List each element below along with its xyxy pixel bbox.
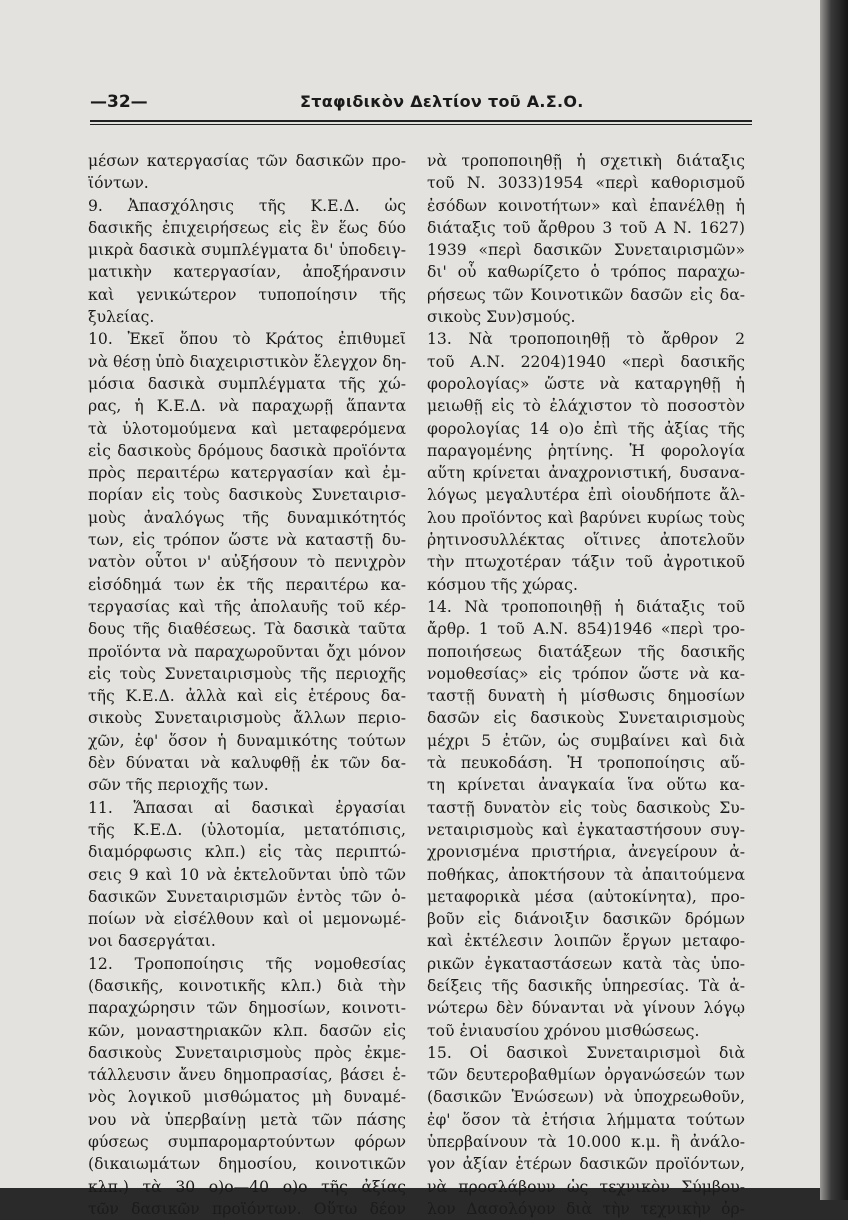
text-line: φορολογίας» ὥστε νὰ καταργηθῇ ἡ xyxy=(427,374,745,393)
text-line: προϊόντα νὰ παραχωροῦνται ὄχι μόνον xyxy=(88,642,406,661)
text-line: νοι δασεργάται. xyxy=(88,932,216,951)
text-line: ρικῶν ἐγκαταστάσεων κατὰ τὰς ὑπο- xyxy=(427,954,745,973)
text-line: 10. Ἐκεῖ ὅπου τὸ Κράτος ἐπιθυμεῖ xyxy=(88,330,406,349)
text-line: ϊόντων. xyxy=(88,174,149,193)
text-line: νου νὰ ὑπερβαίνῃ μετὰ τῶν πάσης xyxy=(88,1110,406,1129)
text-line: (δασικῆς, κοινοτικῆς κλπ.) διὰ τὴν xyxy=(88,976,406,995)
text-line: δους τῆς διαθέσεως. Τὰ δασικὰ ταῦτα xyxy=(88,620,406,639)
text-line: σικοὺς Συνεταιρισμοὺς ἄλλων περιο- xyxy=(88,709,406,728)
text-line: μέσων κατεργασίας τῶν δασικῶν προ- xyxy=(88,152,406,170)
text-line: μεταφορικὰ μέσα (αὐτοκίνητα), προ- xyxy=(427,887,745,906)
text-line: 11. Ἅπασαι αἱ δασικαὶ ἐργασίαι xyxy=(88,798,406,817)
text-line: ταστῇ δυνατὴ ἡ μίσθωσις δημοσίων xyxy=(427,687,745,706)
text-line: τη κρίνεται ἀναγκαία ἵνα οὕτω κα- xyxy=(427,776,745,795)
text-line: δασικῶν Συνεταιρισμῶν ἐντὸς τῶν ὁ- xyxy=(88,887,406,906)
header-rule-thin xyxy=(90,124,752,125)
text-line: κόσμου τῆς χώρας. xyxy=(427,575,578,594)
text-line: τοῦ Ν. 3033)1954 «περὶ καθορισμοῦ xyxy=(427,174,745,193)
text-line: μικρὰ δασικὰ συμπλέγματα δι' ὑποδειγ- xyxy=(88,241,406,260)
text-line: σικοὺς Συν)σμούς. xyxy=(427,308,576,327)
text-line: τεργασίας καὶ τῆς ἀπολαυῆς τοῦ κέρ- xyxy=(88,597,406,616)
text-line: γον ἀξίαν ἑτέρων δασικῶν προϊόντων, xyxy=(427,1155,745,1174)
text-line: διάταξις τοῦ ἄρθρου 3 τοῦ Α Ν. 1627) xyxy=(427,218,745,237)
text-line: νεταιρισμοὺς καὶ ἐγκαταστήσουν συγ- xyxy=(427,820,745,839)
text-line: ματικὴν κατεργασίαν, ἀποξήρανσιν xyxy=(88,263,406,282)
header-rule xyxy=(90,120,752,122)
text-line: φύσεως συμπαρομαρτούντων φόρων xyxy=(88,1133,406,1152)
text-line: 1939 «περὶ δασικῶν Συνεταιρισμῶν» xyxy=(427,241,745,260)
text-line: ξυλείας. xyxy=(88,308,155,327)
text-line: καὶ ἐκτέλεσιν λοιπῶν ἔργων μεταφο- xyxy=(427,932,745,951)
book-spine-shadow xyxy=(820,0,848,1200)
text-line: λόγως μεγαλυτέρα ἐπὶ οἱουδήποτε ἄλ- xyxy=(427,486,745,505)
text-line: μόσια δασικὰ συμπλέγματα τῆς χώ- xyxy=(88,374,406,393)
text-line: τοῦ Α.Ν. 2204)1940 «περὶ δασικῆς xyxy=(427,352,745,371)
text-line: τὰ πευκοδάση. Ἡ τροποποίησις αὕ- xyxy=(427,754,745,773)
text-line: τῆς Κ.Ε.Δ. (ὑλοτομία, μετατόπισις, xyxy=(88,820,406,839)
running-title: Σταφιδικὸν Δελτίον τοῦ Α.Σ.Ο. xyxy=(300,92,584,111)
text-line: παραχώρησιν τῶν δημοσίων, κοινοτι- xyxy=(88,999,406,1018)
text-line: νὰ θέσῃ ὑπὸ διαχειριστικὸν ἔλεγχον δη- xyxy=(88,352,407,371)
text-line: μειωθῇ εἰς τὸ ἐλάχιστον τὸ ποσοστὸν xyxy=(427,397,745,416)
text-line: νὸς λογικοῦ μισθώματος μὴ δυναμέ- xyxy=(88,1088,406,1107)
text-line: 15. Οἱ δασικοὶ Συνεταιρισμοὶ διὰ xyxy=(427,1043,745,1062)
text-line: ἄρθρ. 1 τοῦ Α.Ν. 854)1946 «περὶ τρο- xyxy=(427,620,745,639)
text-line: ποίων νὰ εἰσέλθουν καὶ οἱ μεμονωμέ- xyxy=(88,910,406,929)
text-line: ρήσεως τῶν Κοινοτικῶν δασῶν εἰς δα- xyxy=(427,285,745,304)
text-line: καὶ γενικώτερον τυποποίησιν τῆς xyxy=(88,285,406,304)
text-line: των, εἰς τρόπον ὥστε νὰ καταστῇ δυ- xyxy=(88,531,406,550)
text-line: κῶν, μοναστηριακῶν κλπ. δασῶν εἰς xyxy=(88,1021,406,1040)
text-line: τῶν δασικῶν προϊόντων. Οὕτω δέον xyxy=(88,1199,406,1218)
text-line: 14. Νὰ τροποποιηθῇ ἡ διάταξις τοῦ xyxy=(427,597,745,616)
text-line: εἰς δασικοὺς δρόμους δασικὰ προϊόντα xyxy=(88,441,406,460)
text-line: φορολογίας 14 ο)ο ἐπὶ τῆς ἀξίας τῆς xyxy=(427,419,745,438)
text-line: (δικαιωμάτων δημοσίου, κοινοτικῶν xyxy=(88,1155,406,1174)
text-line: δασῶν εἰς δασικοὺς Συνεταιρισμοὺς xyxy=(427,709,745,728)
text-line: δασικῆς ἐπιχειρήσεως εἰς ἓν ἕως δύο xyxy=(88,218,406,237)
left-column xyxy=(88,150,406,1220)
text-line: (δασικῶν Ἑνώσεων) νὰ ὑποχρεωθοῦν, xyxy=(427,1088,745,1107)
text-line: νώτερω δὲν δύνανται νὰ γίνουν λόγῳ xyxy=(427,999,745,1018)
right-column xyxy=(427,150,745,1220)
text-line: ἐφ' ὅσον τὰ ἐτήσια λήμματα τούτων xyxy=(427,1110,745,1129)
text-line: τὰ ὑλοτομούμενα καὶ μεταφερόμενα xyxy=(88,419,406,438)
text-line: ποθήκας, ἀποκτήσουν τὰ ἀπαιτούμενα xyxy=(427,865,745,884)
text-line: νὰ προσλάβουν ὡς τεχνικὸν Σύμβου- xyxy=(427,1177,745,1196)
text-line: βοῦν εἰς διάνοιξιν δασικῶν δρόμων xyxy=(427,910,745,929)
text-line: πρὸς περαιτέρω κατεργασίαν καὶ ἐμ- xyxy=(88,464,406,483)
text-line: λου προϊόντος καὶ βαρύνει κυρίως τοὺς xyxy=(427,508,745,527)
text-line: διαμόρφωσις κλπ.) εἰς τὰς περιπτώ- xyxy=(88,843,406,862)
text-line: τὴν πτωχοτέραν τάξιν τοῦ ἀγροτικοῦ xyxy=(427,553,745,572)
text-line: μέχρι 5 ἐτῶν, ὡς συμβαίνει καὶ διὰ xyxy=(427,731,745,750)
text-line: ἐσόδων κοινοτήτων» καὶ ἐπανέλθῃ ἡ xyxy=(427,196,745,215)
text-line: σεις 9 καὶ 10 νὰ ἐκτελοῦνται ὑπὸ τῶν xyxy=(88,865,406,884)
text-line: νὰ τροποποιηθῇ ἡ σχετικὴ διάταξις xyxy=(427,152,745,170)
text-line: κλπ.) τὰ 30 ο)ο—40 ο)ο τῆς ἀξίας xyxy=(88,1177,406,1196)
text-line: 13. Νὰ τροποποιηθῇ τὸ ἄρθρον 2 xyxy=(427,330,745,349)
text-line: εἰσόδημά των ἐκ τῆς περαιτέρω κα- xyxy=(88,575,406,594)
text-line: χῶν, ἐφ' ὅσον ἡ δυναμικότης τούτων xyxy=(88,731,406,750)
text-line: ρας, ἡ Κ.Ε.Δ. νὰ παραχωρῇ ἅπαντα xyxy=(88,397,406,416)
text-line: μοὺς ἀναλόγως τῆς δυναμικότητός xyxy=(88,508,406,527)
text-line: παραγομένης ῥητίνης. Ἡ φορολογία xyxy=(427,441,745,460)
text-line: δι' οὗ καθωρίζετο ὁ τρόπος παραχω- xyxy=(427,263,745,282)
page-number: —32— xyxy=(90,92,148,112)
text-line: δασικοὺς Συνεταιρισμοὺς πρὸς ἐκμε- xyxy=(88,1043,406,1062)
text-line: 9. Ἀπασχόλησις τῆς Κ.Ε.Δ. ὡς xyxy=(88,196,406,215)
text-line: χρονισμένα πριστήρια, ἀνεγείρουν ἀ- xyxy=(427,843,745,862)
text-line: τῆς Κ.Ε.Δ. ἀλλὰ καὶ εἰς ἑτέρους δα- xyxy=(88,687,406,706)
text-line: τῶν δευτεροβαθμίων ὀργανώσεών των xyxy=(427,1066,745,1085)
text-line: δείξεις τῆς δασικῆς ὑπηρεσίας. Τὰ ἀ- xyxy=(427,976,745,995)
text-line: 12. Τροποποίησις τῆς νομοθεσίας xyxy=(88,954,406,973)
text-line: τάλλευσιν ἄνευ δημοπρασίας, βάσει ἑ- xyxy=(88,1066,406,1085)
text-line: σῶν τῆς περιοχῆς των. xyxy=(88,776,269,795)
text-line: ποποιήσεως διατάξεων τῆς δασικῆς xyxy=(427,642,745,661)
text-line: ῥητινοσυλλέκτας οἵτινες ἀποτελοῦν xyxy=(427,531,745,550)
text-line: νατὸν οὗτοι ν' αὐξήσουν τὸ πενιχρὸν xyxy=(88,553,406,572)
text-line: δὲν δύναται νὰ καλυφθῇ ἐκ τῶν δα- xyxy=(88,754,406,773)
text-line: ὑπερβαίνουν τὰ 10.000 κ.μ. ἢ ἀνάλο- xyxy=(427,1133,745,1152)
text-line: πορίαν εἰς τοὺς δασικοὺς Συνεταιρισ- xyxy=(88,486,406,505)
text-line: εἰς τοὺς Συνεταιρισμοὺς τῆς περιοχῆς xyxy=(88,664,406,683)
text-line: αὕτη κρίνεται ἀναχρονιστική, δυσανα- xyxy=(427,464,745,483)
text-line: τοῦ ἐνιαυσίου χρόνου μισθώσεως. xyxy=(427,1021,700,1040)
text-line: λον Δασολόγον διὰ τὴν τεχνικὴν ὀρ- xyxy=(427,1199,745,1218)
page-header xyxy=(90,92,750,118)
text-line: νομοθεσίας» εἰς τρόπον ὥστε νὰ κα- xyxy=(427,664,745,683)
text-line: ταστῇ δυνατὸν εἰς τοὺς δασικοὺς Συ- xyxy=(427,798,745,817)
